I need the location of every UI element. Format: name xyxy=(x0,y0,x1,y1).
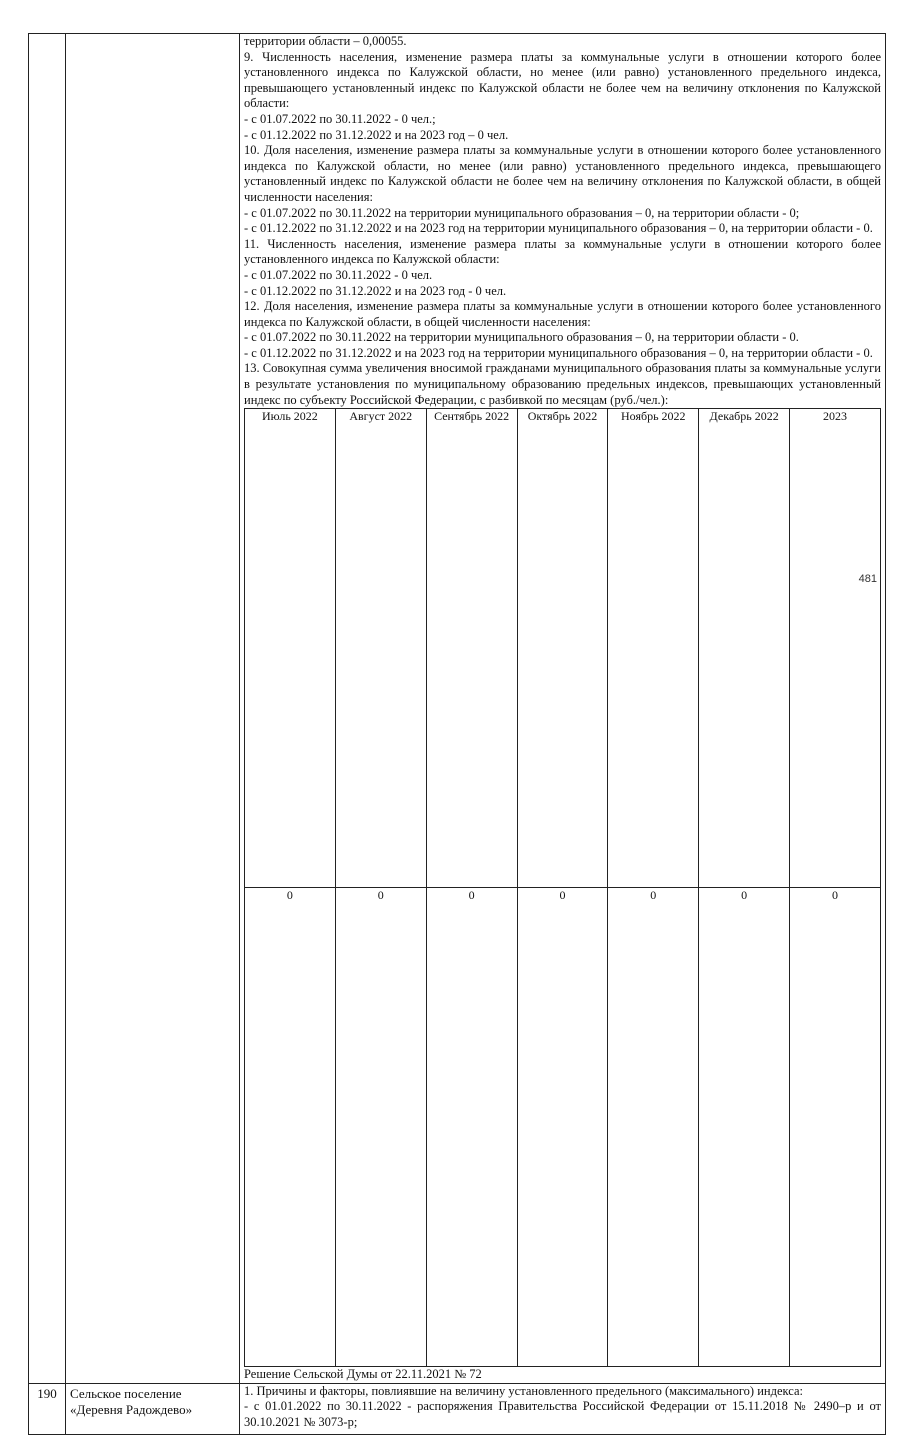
monthly-sum-table xyxy=(244,408,881,1367)
item-1-text: 1. Причины и факторы, повлиявшие на величину установленного предельного (максимального) индекса: xyxy=(244,1383,803,1398)
municipality-name xyxy=(66,1383,240,1434)
month-value: 0 xyxy=(790,888,881,1367)
month-value: 0 xyxy=(608,888,699,1367)
municipality-cell-empty xyxy=(66,34,240,1384)
municipality-name-line: «Деревня Радождево» xyxy=(70,1401,193,1417)
text-line: - с 01.12.2022 по 31.12.2022 и на 2023 год – 0 чел. xyxy=(244,127,509,142)
row-number: 190 xyxy=(29,1383,66,1434)
text-line: - с 01.07.2022 по 30.11.2022 - 0 чел.; xyxy=(244,111,436,126)
text-line: - с 01.01.2022 по 30.11.2022 - распоряжения Правительства Российской Федерации от 15.11.2018 № 2490–р и от 30.10.2021 № 3073-р; xyxy=(244,1399,881,1430)
item-11-text: 11. Численность населения, изменение размера платы за коммунальные услуги в отношении которого более установленного индекса по Калужской области: xyxy=(244,236,881,267)
item-12-text: 12. Доля населения, изменение размера платы за коммунальные услуги в отношении которого более установленного индекса по Калужской области, в общей численности населения: xyxy=(244,299,881,329)
text-line: - с 01.12.2022 по 31.12.2022 и на 2023 год на территории муниципального образования – 0, на территории области - 0. xyxy=(244,221,873,236)
month-header: Декабрь 2022 xyxy=(699,409,790,888)
month-value: 0 xyxy=(335,888,426,1367)
table-row xyxy=(245,409,881,888)
text-line: - с 01.07.2022 по 30.11.2022 - 0 чел. xyxy=(244,267,433,282)
month-value: 0 xyxy=(517,888,608,1367)
month-header: Октябрь 2022 xyxy=(517,409,608,888)
item-9-text: 9. Численность населения, изменение размера платы за коммунальные услуги в отношении которого более установленного индекса по Калужской области, но менее (или равно) установленного предельного индекса, превышающего установленный индекс по Калужской области не более чем на величину отклонения по Калужской области: xyxy=(244,49,881,111)
decision-reference: Решение Сельской Думы от 22.11.2021 № 72 xyxy=(244,1367,482,1382)
month-header: Август 2022 xyxy=(335,409,426,888)
month-header: Июль 2022 xyxy=(245,409,336,888)
row-number-cell-empty xyxy=(29,34,66,1384)
indicators-cell xyxy=(240,1383,886,1434)
text-line: - с 01.12.2022 по 31.12.2022 и на 2023 год на территории муниципального образования – 0, на территории области - 0. xyxy=(244,345,873,360)
month-header: Сентябрь 2022 xyxy=(426,409,517,888)
document-table xyxy=(28,33,886,1435)
month-value: 0 xyxy=(699,888,790,1367)
month-header: 2023 xyxy=(790,409,881,888)
item-13-text: 13. Совокупная сумма увеличения вносимой гражданами муниципального образования платы за коммунальные услуги в результате установления по муниципальному образованию предельных индексов, превышающих установленный индекс по субъекту Российской Федерации, с разбивкой по месяцам (руб./чел.): xyxy=(244,361,881,407)
text-line: - с 01.07.2022 по 30.11.2022 на территории муниципального образования – 0, на территории области - 0. xyxy=(244,330,799,345)
text-line: - с 01.07.2022 по 30.11.2022 на территории муниципального образования – 0, на территории области - 0; xyxy=(244,205,800,220)
month-value: 0 xyxy=(426,888,517,1367)
text-line: территории области – 0,00055. xyxy=(244,34,407,48)
table-row xyxy=(245,888,881,1367)
month-value: 0 xyxy=(245,888,336,1367)
month-header: Ноябрь 2022 xyxy=(608,409,699,888)
municipality-name-line: Сельское поселение xyxy=(70,1385,182,1401)
page-number: 481 xyxy=(858,573,877,585)
table-row xyxy=(29,1383,886,1434)
text-line: - с 01.12.2022 по 31.12.2022 и на 2023 год - 0 чел. xyxy=(244,283,507,298)
table-row xyxy=(29,34,886,1384)
item-10-text: 10. Доля населения, изменение размера платы за коммунальные услуги в отношении которого более установленного индекса по Калужской области, но менее (или равно) установленного предельного индекса, превышающего установленный индекс по Калужской области не более чем на величину отклонения по Калужской области, в общей численности населения: xyxy=(244,143,881,204)
indicators-cell xyxy=(240,34,886,1384)
